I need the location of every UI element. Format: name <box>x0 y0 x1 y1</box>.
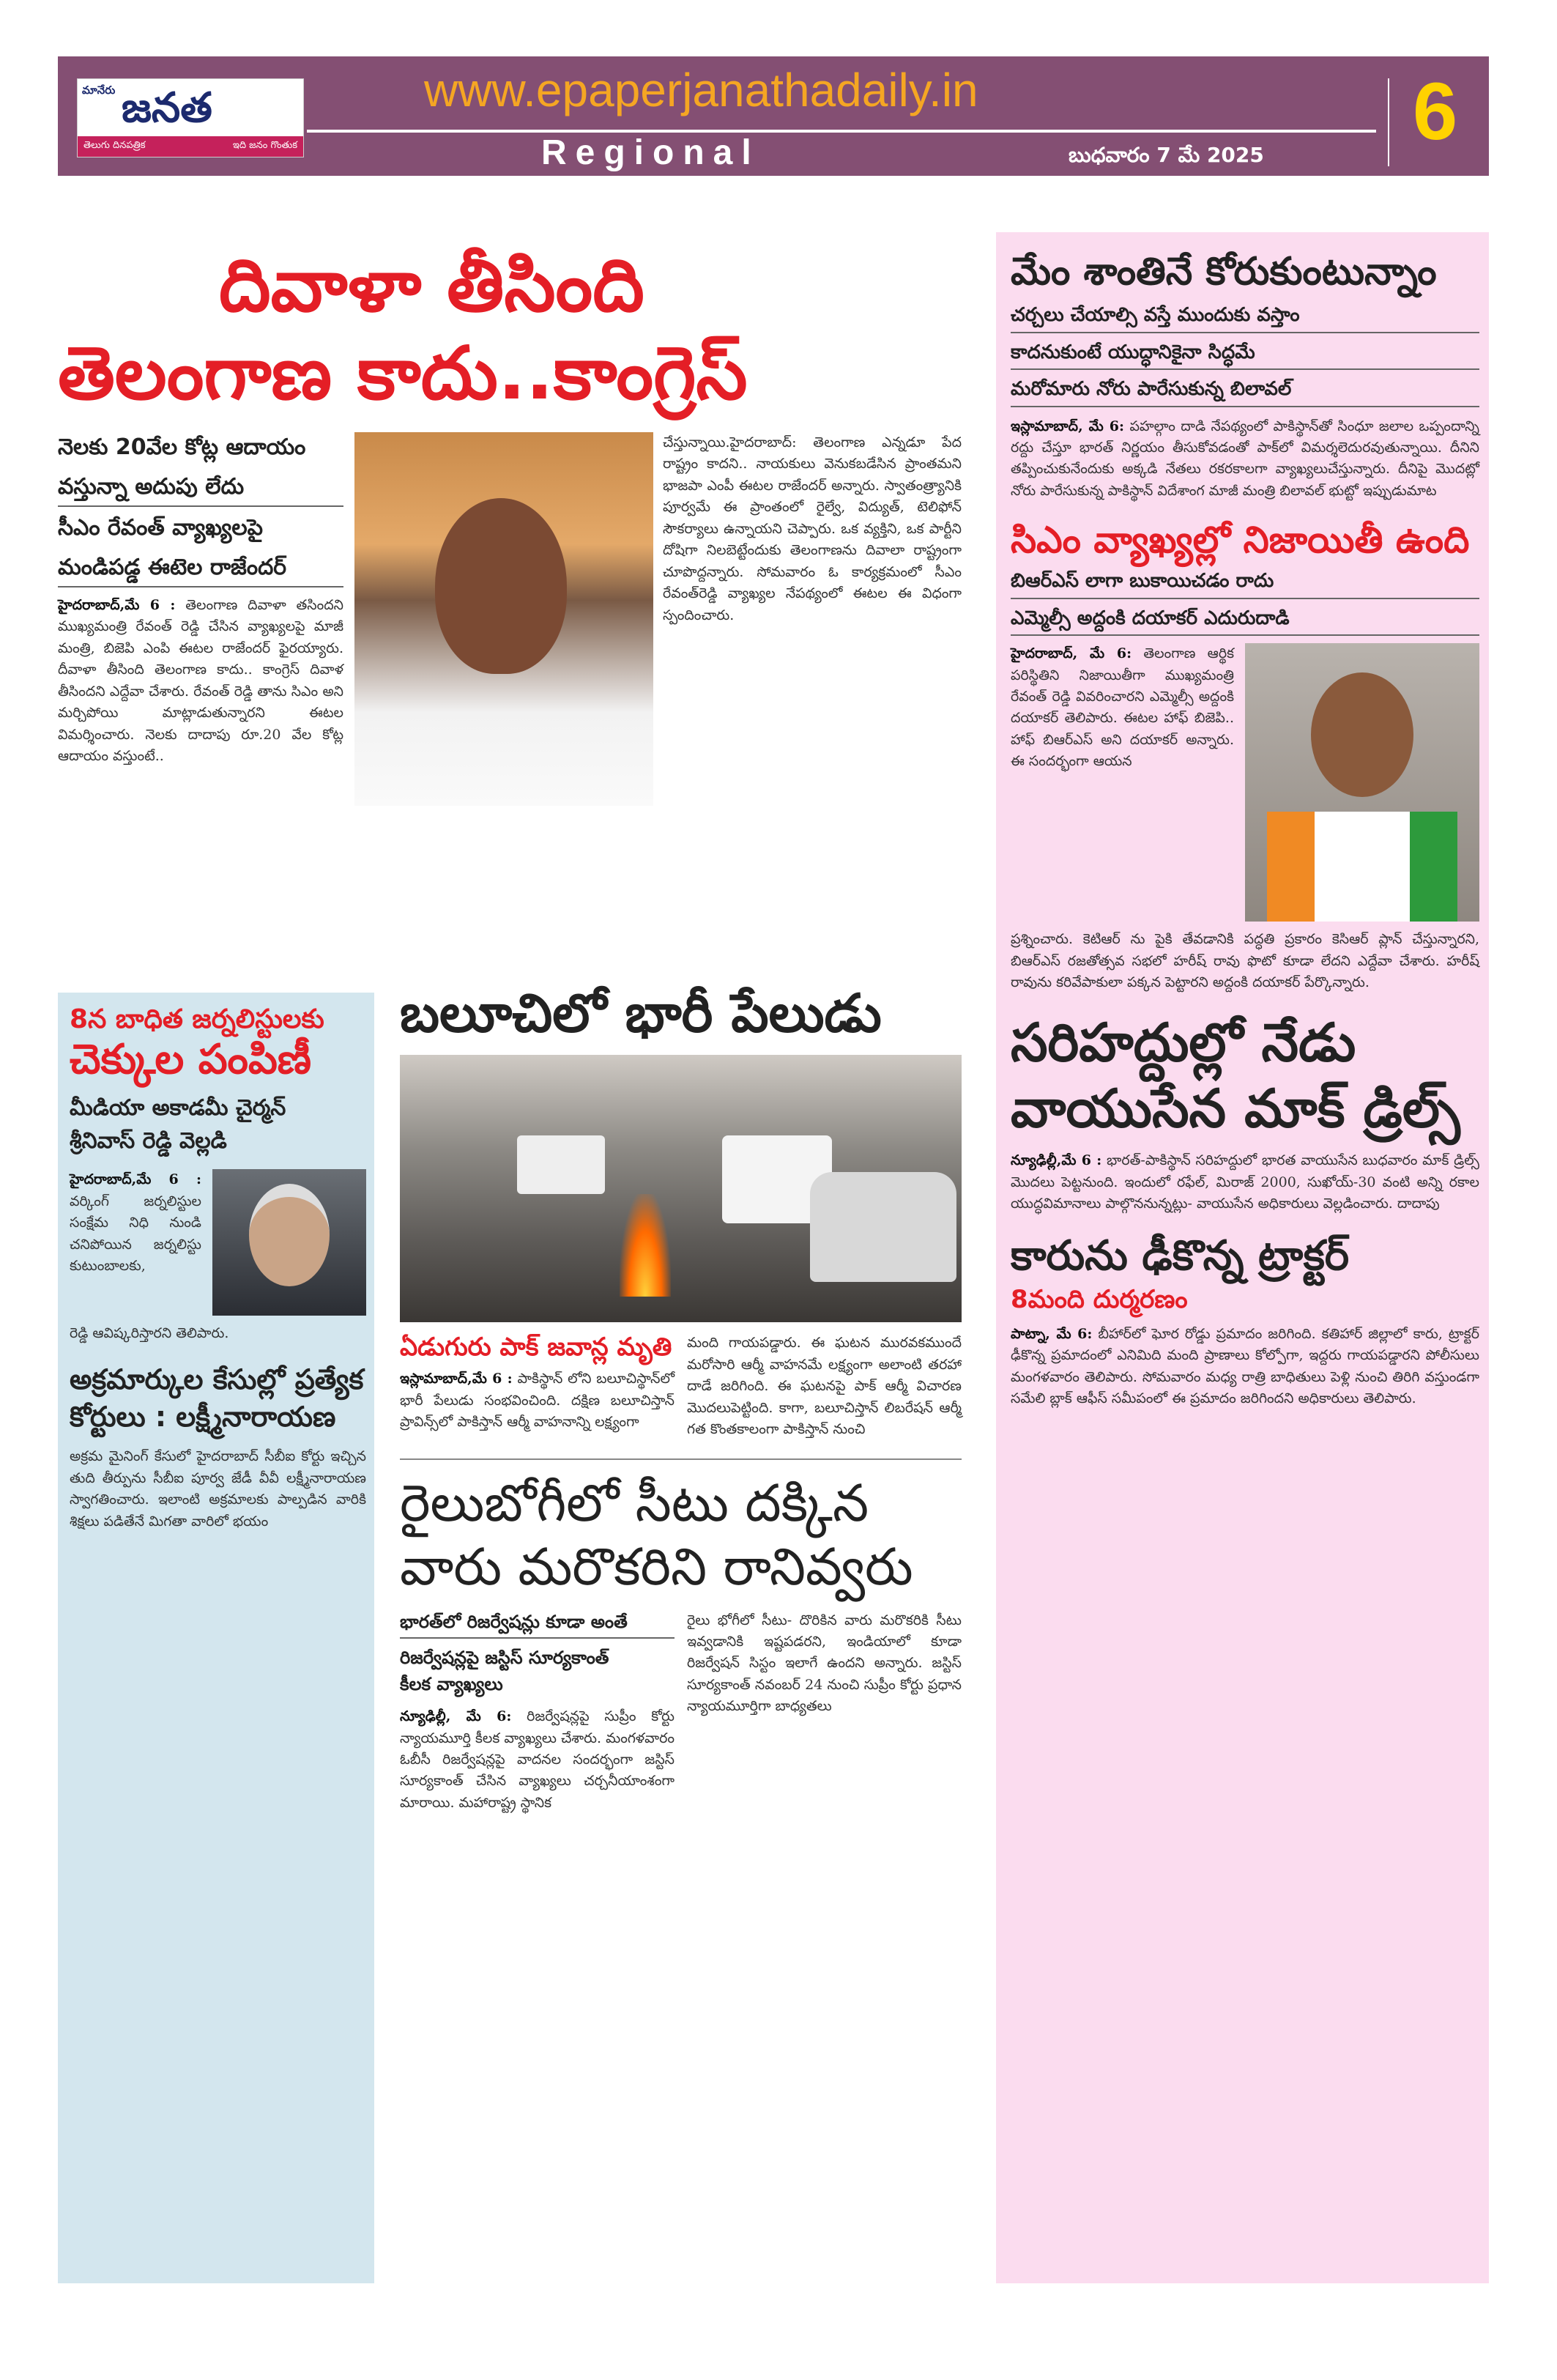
courts-headline: అక్రమార్కుల కేసుల్లో ప్రత్యేక కోర్టులు : లక్ష్మీనారాయణ <box>70 1363 364 1434</box>
train-body-col2 <box>687 1610 962 1718</box>
pak-subhead: చర్చలు చేయాల్సి వస్తే ముందుకు వస్తాం <box>1011 302 1479 333</box>
divider <box>307 130 1376 133</box>
journalists-body-end <box>70 1323 366 1344</box>
article-text: భారత్-పాకిస్థాన్ సరిహద్దులో భారత వాయుసేన బుధవారం మాక్ డ్రిల్స్ మొదలు పెట్టనుంది. ఇందులో రఫేల్, మిరాజ్ 2000, సుఖోయ్-30 వంటి అన్ని రకాల యుద్ధవిమానాలు పాల్గొననున్నట్లు- వాయుసేన అధికారులు వెల్లడించారు. దాదాపు <box>1011 1152 1479 1212</box>
drills-body <box>1011 1150 1479 1215</box>
pak-subhead: కాదనుకుంటే యుద్ధానికైనా సిద్ధమే <box>1011 339 1479 370</box>
pak-headline: మేం శాంతినే కోరుకుంటున్నాం <box>1011 250 1437 294</box>
train-subhead: కీలక వ్యాఖ్యలు <box>400 1674 503 1695</box>
lead-headline <box>58 242 962 425</box>
blast-subhead: ఏడుగురు పాక్ జవాన్ల మృతి <box>400 1332 672 1363</box>
journalists-body <box>70 1169 201 1277</box>
blast-body-col1 <box>400 1368 675 1433</box>
journalists-subhead: శ్రీనివాస్ రెడ్డి వెల్లడి <box>70 1128 227 1154</box>
lead-body-col3 <box>663 432 962 626</box>
logo-name: జనత <box>122 84 212 132</box>
train-body-col1 <box>400 1706 675 1814</box>
article-text: రెడ్డి ఆవిష్కరిస్తారని తెలిపారు. <box>70 1325 229 1342</box>
article-text: వర్కింగ్ జర్నలిస్టుల సంక్షేమ నిధి నుండి చనిపోయిన జర్నలిస్టు కుటుంబాలకు, <box>70 1193 201 1275</box>
lead-col1 <box>58 432 343 768</box>
lead-subhead: వస్తున్నా అదుపు లేదు <box>58 472 343 507</box>
lead-subhead: మండిపడ్డ ఈటెల రాజేందర్ <box>58 552 343 587</box>
logo-tag-left: తెలుగు దినపత్రిక <box>83 140 146 151</box>
cm-subhead: బిఆర్ఎస్ లాగా బుకాయిచడం రాదు <box>1011 568 1479 598</box>
tractor-headline: కారును ఢీకొన్న ట్రాక్టర్ <box>1011 1231 1350 1280</box>
cm-body <box>1011 643 1234 773</box>
dayakar-photo <box>1245 643 1479 922</box>
cm-body-row <box>1011 643 1479 922</box>
portrait-face <box>1311 672 1413 797</box>
tractor-story <box>1011 1231 1479 1410</box>
portrait-face <box>249 1184 330 1286</box>
lead-body-col1 <box>58 595 343 768</box>
cm-body-end <box>1011 929 1479 993</box>
dateline: న్యూఢిల్లీ,మే 6 : <box>1011 1152 1102 1169</box>
journalists-subhead: మీడియా అకాడమీ చైర్మన్ <box>70 1095 286 1122</box>
article-text: బీహార్‌లో ఘోర రోడ్డు ప్రమాదం జరిగింది. కతిహార్ జిల్లాలో కారు, ట్రాక్టర్ ఢీకొన్న ప్రమాదంలో ఎనిమిది మంది ప్రాణాలు కోల్పోగా, ఇద్దరు గాయపడ్డారని పోలీసులు మంగళవారం తెలిపారు. సోమవారం మధ్య రాత్రి బాధితులు పెళ్లి నుంచి తిరిగి వస్తుండగా సమేలి బ్లాక్ ఆఫీస్ సమీపంలో ఈ ప్రమాదం జరిగిందని అధికారులు తెలిపారు. <box>1011 1325 1479 1407</box>
train-col1 <box>400 1610 675 1814</box>
drills-headline: సరిహద్దుల్లో నేడు వాయుసేన మాక్ డ్రిల్స్ <box>1011 1012 1460 1140</box>
left-column-content <box>70 1004 366 1532</box>
ambulance-shape <box>517 1135 605 1194</box>
journalists-headline-1: 8న బాధిత జర్నలిస్టులకు <box>70 1004 324 1034</box>
blast-body-col2 <box>687 1332 962 1440</box>
article-text: తెలంగాణ దివాళా తసిందని ముఖ్యమంత్రి రేవంత్ రెడ్డి చేసిన వ్యాఖ్యలపై మాజీ మంత్రి, బిజెపి ఎంపి ఈటల రాజేందర్ ఫైరయ్యారు. దీవాళా తీసింది తెలంగాణ కాదు.. కాంగ్రెస్ దివాళ తీసిందని ఎద్దేవా చేశారు. రేవంత్ రెడ్డి తాను సిఎం అని మర్చిపోయి మాట్లాడుతున్నారని ఈటల విమర్శించారు. నెలకు దాదాపు రూ.20 వేల కోట్ల ఆదాయం వస్తుంటే.. <box>58 597 343 765</box>
tractor-body <box>1011 1324 1479 1410</box>
newspaper-logo <box>77 78 304 157</box>
pak-story <box>1011 249 1479 502</box>
train-subhead: భారత్‌లో రిజర్వేషన్లు కూడా అంతే <box>400 1610 675 1639</box>
blast-col1 <box>400 1332 675 1433</box>
middle-column-content <box>400 982 962 1814</box>
lead-subhead: నెలకు 20వేల కోట్ల ఆదాయం <box>58 434 306 460</box>
article-text: రిజర్వేషన్లపై సుప్రీం కోర్టు న్యాయమూర్తి కీలక వ్యాఖ్యలు చేశారు. మంగళవారం ఓబీసీ రిజర్వేషన్లపై వాదనల సందర్భంగా జస్టిస్ సూర్యకాంత్ చేసిన వ్యాఖ్యలు చర్చనీయాంశంగా మారాయి. మహారాష్ట్ర స్థానిక <box>400 1708 675 1811</box>
train-subhead: రిజర్వేషన్లపై జస్టిస్ సూర్యకాంత్ <box>400 1647 609 1669</box>
divider <box>1388 78 1389 166</box>
article-text: ప్రశ్నించారు. కెటిఆర్ ను పైకి తేవడానికి పద్ధతి ప్రకారం కెసిఆర్ ప్లాన్ చేస్తున్నారని, బిఆర్ఎస్ రజతోత్సవ సభలో హరీష్ రావు ఫొటో కూడా లేదని ఎద్దేవా చేశారు. హరీష్ రావును కరివేపాకులా పక్కన పెట్టారని అద్దంకి దయాకర్ పేర్కొన్నారు. <box>1011 931 1479 990</box>
article-text: చేస్తున్నాయి.హైదరాబాద్: తెలంగాణ ఎన్నడూ పేద రాష్ట్రం కాదని.. నాయకులు వెనుకబడేసిన ప్రాంతమని భాజపా ఎంపీ ఈటల రాజేందర్ అన్నారు. స్వాతంత్ర్యానికి పూర్వమే ఈ ప్రాంతంలో రైల్వే, విద్యుత్, టెలిఫోన్ సౌకర్యాలు ఉన్నాయని చెప్పారు. ఒక వ్యక్తిని, ఒక పార్టీని దోషిగా నిలబెట్టేందుకు తెలంగాణను దివాలా రాష్ట్రంగా చూపొద్దన్నారు. సోమవారం ఓ కార్యక్రమంలో సీఎం రేవంత్‌రెడ్డి వ్యాఖ్యల నేపథ్యంలో ఈటల ఈ విధంగా స్పందించారు. <box>663 434 962 623</box>
article-text: మంది గాయపడ్డారు. ఈ ఘటన మురవకముందే మరోసారి ఆర్మీ వాహనమే లక్ష్యంగా అలాంటి తరహా దాడే జరిగింది. ఈ ఘటనపై పాక్ ఆర్మీ విచారణ మొదలుపెట్టింది. కాగా, బలూచిస్తాన్ లిబరేషన్ ఆర్మీ గత కొంతకాలంగా పాకిస్తాన్ నుంచి <box>687 1335 962 1438</box>
blast-photo <box>400 1055 962 1322</box>
car-shape <box>810 1172 956 1282</box>
journalists-body-row <box>70 1169 366 1316</box>
tractor-subhead: 8మంది దుర్మరణం <box>1011 1284 1188 1314</box>
train-story <box>400 1472 962 1814</box>
dateline: న్యూఢిల్లీ, మే 6: <box>400 1708 512 1725</box>
blast-headline: బలూచిలో భారీ పేలుడు <box>400 982 882 1044</box>
dateline: ఇస్లామాబాద్,మే 6 : <box>400 1371 513 1387</box>
lead-headline-2: తెలంగాణ కాదు..కాంగ్రెస్ <box>58 330 748 416</box>
issue-date: బుధవారం 7 మే 2025 <box>1069 143 1264 167</box>
blast-columns <box>400 1332 962 1440</box>
right-column-content <box>1011 249 1479 1409</box>
portrait-face <box>435 498 567 674</box>
fire-shape <box>620 1194 671 1297</box>
logo-prefix: మానేరు <box>82 84 116 97</box>
srinivas-reddy-photo <box>212 1169 366 1316</box>
masthead <box>58 56 1489 176</box>
pak-subhead: మరోమారు నోరు పారేసుకున్న బిలావల్ <box>1011 376 1479 407</box>
pak-body <box>1011 416 1479 503</box>
divider <box>400 1458 962 1460</box>
cm-headline: సిఎం వ్యాఖ్యల్లో నిజాయితీ ఉంది <box>1011 519 1470 562</box>
article-text: పాకిస్థాన్ లోని బలూచిస్థాన్‌లో భారీ పేలుడు సంభవించింది. దక్షిణ బలూచిస్తాన్ ప్రావిన్స్‌లో పాకిస్తాన్ ఆర్మీ వాహనాన్ని లక్ష్యంగా <box>400 1371 675 1431</box>
train-headline-2: వారు మరొకరిని రానివ్వరు <box>400 1537 913 1598</box>
logo-tagline <box>78 136 303 157</box>
dateline: హైదరాబాద్,మే 6 : <box>70 1171 201 1188</box>
courts-body <box>70 1446 366 1532</box>
page-number: 6 <box>1413 67 1458 157</box>
train-headline-1: రైలుబోగీలో సీటు దక్కిన <box>400 1472 869 1533</box>
article-text: అక్రమ మైనింగ్ కేసులో హైదరాబాద్ సీబీఐ కోర్టు ఇచ్చిన తుది తీర్పును సీబీఐ పూర్వ జేడీ వీవీ లక్ష్మీనారాయణ స్వాగతించారు. ఇలాంటి అక్రమాలకు పాల్పడిన వారికి శిక్షలు పడితేనే మిగతా వారిలో భయం <box>70 1448 366 1530</box>
lead-subhead: సీఎం రేవంత్ వ్యాఖ్యలపై <box>58 515 263 541</box>
dateline: హైదరాబాద్,మే 6 : <box>58 597 176 613</box>
portrait-scarf <box>1267 812 1457 922</box>
section-name: Regional <box>541 133 760 172</box>
website-url[interactable]: www.epaperjanathadaily.in <box>424 64 978 116</box>
drills-story <box>1011 1009 1479 1215</box>
logo-tag-right: ఇది జనం గొంతుక <box>232 140 297 151</box>
cm-subhead: ఎమ్మెల్సీ అద్దంకి దయాకర్ ఎదురుదాడి <box>1011 605 1479 636</box>
train-columns <box>400 1610 962 1814</box>
journalists-headline-2: చెక్కుల పంపిణీ <box>70 1036 312 1084</box>
dateline: ఇస్లామాబాద్, మే 6: <box>1011 418 1125 434</box>
lead-headline-1: దివాళా తీసింది <box>219 242 644 328</box>
dateline: పాట్నా, మే 6: <box>1011 1325 1093 1342</box>
train-headline <box>400 1472 962 1600</box>
blast-story <box>400 982 962 1441</box>
cm-story <box>1011 518 1479 993</box>
dateline: హైదరాబాద్, మే 6: <box>1011 645 1132 662</box>
article-text: తెలంగాణ ఆర్థిక పరిస్థితిని నిజాయితీగా ముఖ్యమంత్రి రేవంత్ రెడ్డి వివరించారని ఎమ్మెల్సీ అద్దంకి దయాకర్ తెలిపారు. ఈటల హాఫ్ బిజెపి.. హాఫ్ బిఆర్ఎస్ అని దయాకర్ అన్నారు. ఈ సందర్భంగా ఆయన <box>1011 645 1235 770</box>
journalists-story <box>70 1004 366 1345</box>
etela-photo <box>354 432 653 806</box>
article-text: పహల్గాం దాడి నేపథ్యంలో పాకిస్థాన్‌తో సింధూ జలాల ఒప్పందాన్ని రద్దు చేస్తూ భారత్ నిర్ణయం తీసుకోవడంతో పాక్‌లో విమర్శలెదురవుతున్నాయి. దీనిని తప్పించుకునేందుకు అక్కడి నేతలు రకరకాలగా వ్యాఖ్యలుచేస్తున్నారు. దీనిపై మొదట్లో నోరు పారేసుకున్న పాకిస్థాన్ విదేశాంగ మాజీ మంత్రి బిలావల్ భుట్టో ఇప్పుడుమాట <box>1011 418 1479 499</box>
courts-story <box>70 1361 366 1532</box>
article-text: రైలు భోగీలో సీటు- దొరికిన వారు మరొకరికి సీటు ఇవ్వడానికి ఇష్టపడరని, ఇండియాలో కూడా రిజర్వేషన్ సిస్టం ఇలాగే ఉందని అన్నారు. జస్టిస్ సూర్యకాంత్ నవంబర్ 24 నుంచి సుప్రీం కోర్టు ప్రధాన న్యాయమూర్తిగా బాధ్యతలు <box>687 1612 962 1715</box>
